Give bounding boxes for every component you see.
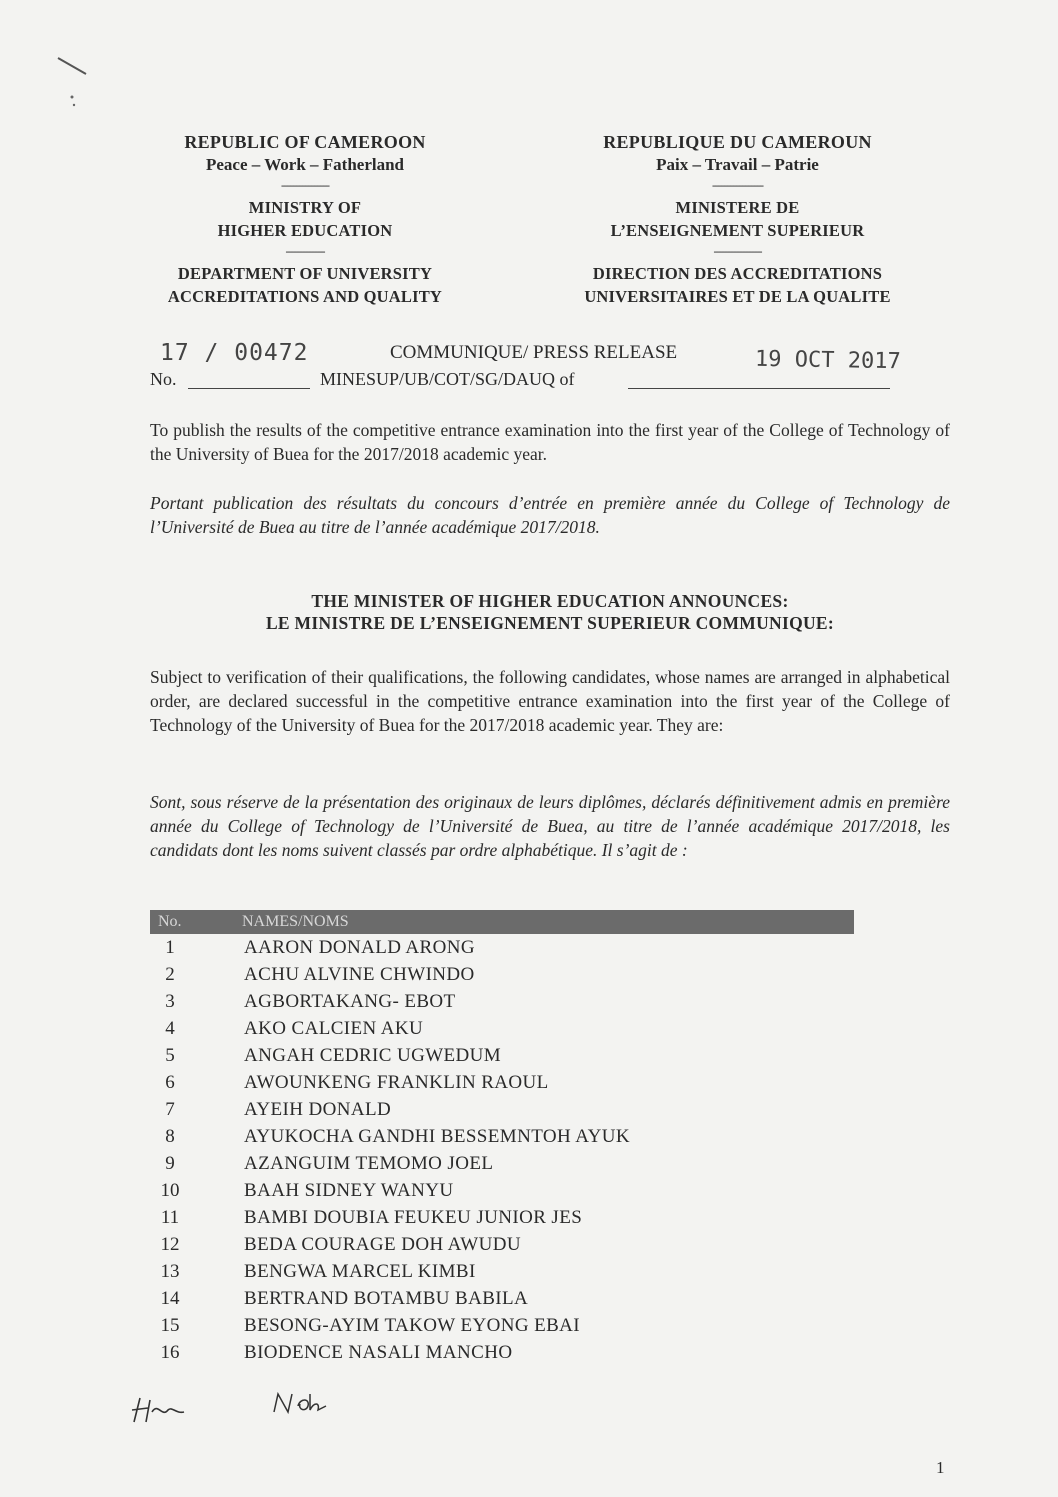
- body-english: Subject to verification of their qualifications, the following candidates, whose names are arranged in alphabetical order, are declared successful in the competitive entrance examination into the first year of the College of Technology of the University of Buea for the 2017/2018 academic year. They are:: [150, 667, 950, 735]
- ministry-en-line2: HIGHER EDUCATION: [217, 221, 393, 240]
- row-number: 11: [160, 1207, 180, 1228]
- reference-line: [150, 340, 910, 396]
- country-name-en: REPUBLIC OF CAMEROON: [184, 132, 426, 152]
- number-underline: [188, 388, 310, 389]
- candidate-name: BAMBI DOUBIA FEUKEU JUNIOR JES: [244, 1207, 583, 1228]
- separator: -----------------: [712, 178, 763, 192]
- margin-pen-mark: [52, 52, 92, 112]
- row-number: 6: [165, 1072, 175, 1093]
- table-header: [150, 910, 854, 934]
- purpose-french: Portant publication des résultats du concours d’entrée en première année du College of Technology de l’Université de Buea au titre de l’année académique 2017/2018.: [150, 493, 950, 537]
- stamped-date: 19 OCT 2017: [754, 346, 901, 375]
- table-row: [150, 963, 854, 990]
- candidate-name: AKO CALCIEN AKU: [244, 1018, 424, 1039]
- candidate-name: AARON DONALD ARONG: [244, 937, 475, 958]
- announcement-french: LE MINISTRE DE L’ENSEIGNEMENT SUPERIEUR COMMUNIQUE:: [265, 613, 835, 633]
- table-row: [150, 1179, 854, 1206]
- candidate-name: BIODENCE NASALI MANCHO: [244, 1342, 513, 1363]
- country-name-fr: REPUBLIQUE DU CAMEROUN: [603, 132, 872, 152]
- row-number: 14: [160, 1288, 180, 1309]
- candidate-name: BEDA COURAGE DOH AWUDU: [244, 1234, 521, 1255]
- row-number: 4: [165, 1018, 175, 1039]
- table-row: [150, 1233, 854, 1260]
- motto-fr: Paix – Travail – Patrie: [656, 155, 819, 174]
- row-number: 10: [160, 1180, 180, 1201]
- table-row: [150, 1017, 854, 1044]
- candidate-name: ANGAH CEDRIC UGWEDUM: [244, 1045, 502, 1066]
- row-number: 2: [165, 964, 175, 985]
- body-french: Sont, sous réserve de la présentation des originaux de leurs diplômes, déclarés définitivement admis en première année du College of Technology de l’Université de Buea, au titre de l’année académique 2017/2018, les candidats dont les noms suivent classés par ordre alphabétique. Il s’agit de :: [150, 792, 950, 860]
- table-row: [150, 1071, 854, 1098]
- row-number: 15: [160, 1315, 180, 1336]
- department-en-line1: DEPARTMENT OF UNIVERSITY: [177, 264, 433, 283]
- ministry-fr-line1: MINISTERE DE: [675, 198, 800, 217]
- table-row: [150, 1206, 854, 1233]
- header-english: [150, 130, 460, 308]
- row-number: 1: [165, 937, 175, 958]
- table-row: [150, 936, 854, 963]
- table-row: [150, 1260, 854, 1287]
- announcement-english: THE MINISTER OF HIGHER EDUCATION ANNOUNCES:: [311, 591, 789, 611]
- communique-title: COMMUNIQUE/ PRESS RELEASE: [390, 342, 678, 363]
- separator: ----------------: [713, 244, 762, 258]
- table-row: [150, 1044, 854, 1071]
- row-number: 8: [165, 1126, 175, 1147]
- row-number: 3: [165, 991, 175, 1012]
- table-row: [150, 990, 854, 1017]
- table-row: [150, 1152, 854, 1179]
- column-header-number: No.: [158, 913, 182, 930]
- candidate-name: AZANGUIM TEMOMO JOEL: [244, 1153, 494, 1174]
- signature-initials-2: [270, 1388, 340, 1418]
- table-row: [150, 1287, 854, 1314]
- table-row: [150, 1098, 854, 1125]
- purpose-english: To publish the results of the competitive entrance examination into the first year of the College of Technology of the University of Buea for the 2017/2018 academic year.: [150, 420, 950, 464]
- row-number: 16: [160, 1342, 180, 1363]
- signature-initials-1: [128, 1392, 188, 1428]
- department-fr-line2: UNIVERSITAIRES ET DE LA QUALITE: [584, 287, 891, 306]
- table-row: [150, 1341, 854, 1368]
- department-en-line2: ACCREDITATIONS AND QUALITY: [167, 287, 443, 306]
- announcement-heading: [150, 590, 950, 634]
- stamped-reference-number: 17 / 00472: [160, 340, 309, 366]
- reference-code: MINESUP/UB/COT/SG/DAUQ of: [320, 369, 575, 389]
- candidate-name: AWOUNKENG FRANKLIN RAOUL: [244, 1072, 549, 1093]
- column-header-names: NAMES/NOMS: [242, 913, 349, 930]
- candidate-name: ACHU ALVINE CHWINDO: [244, 964, 475, 985]
- row-number: 7: [165, 1099, 175, 1120]
- separator: ----------------: [281, 178, 329, 192]
- table-row: [150, 1125, 854, 1152]
- candidate-name: AYEIH DONALD: [244, 1099, 392, 1120]
- header-french: [555, 130, 920, 308]
- candidate-name: AGBORTAKANG- EBOT: [244, 991, 456, 1012]
- page-number: 1: [936, 1458, 945, 1477]
- candidate-name: BAAH SIDNEY WANYU: [244, 1180, 454, 1201]
- candidate-name: AYUKOCHA GANDHI BESSEMNTOH AYUK: [244, 1126, 630, 1147]
- row-number: 13: [160, 1261, 180, 1282]
- row-number: 12: [160, 1234, 180, 1255]
- candidate-name: BESONG-AYIM TAKOW EYONG EBAI: [244, 1315, 581, 1336]
- motto-en: Peace – Work – Fatherland: [206, 155, 404, 174]
- number-label: No.: [150, 369, 177, 389]
- candidate-name: BENGWA MARCEL KIMBI: [244, 1261, 476, 1282]
- row-number: 5: [165, 1045, 175, 1066]
- ministry-fr-line2: L’ENSEIGNEMENT SUPERIEUR: [610, 221, 865, 240]
- table-row: [150, 1314, 854, 1341]
- date-underline: [628, 388, 890, 389]
- department-fr-line1: DIRECTION DES ACCREDITATIONS: [592, 264, 883, 283]
- separator: -------------: [285, 244, 325, 258]
- candidates-list: [150, 936, 854, 1368]
- candidate-name: BERTRAND BOTAMBU BABILA: [244, 1288, 529, 1309]
- ministry-en-line1: MINISTRY OF: [248, 198, 362, 217]
- row-number: 9: [165, 1153, 175, 1174]
